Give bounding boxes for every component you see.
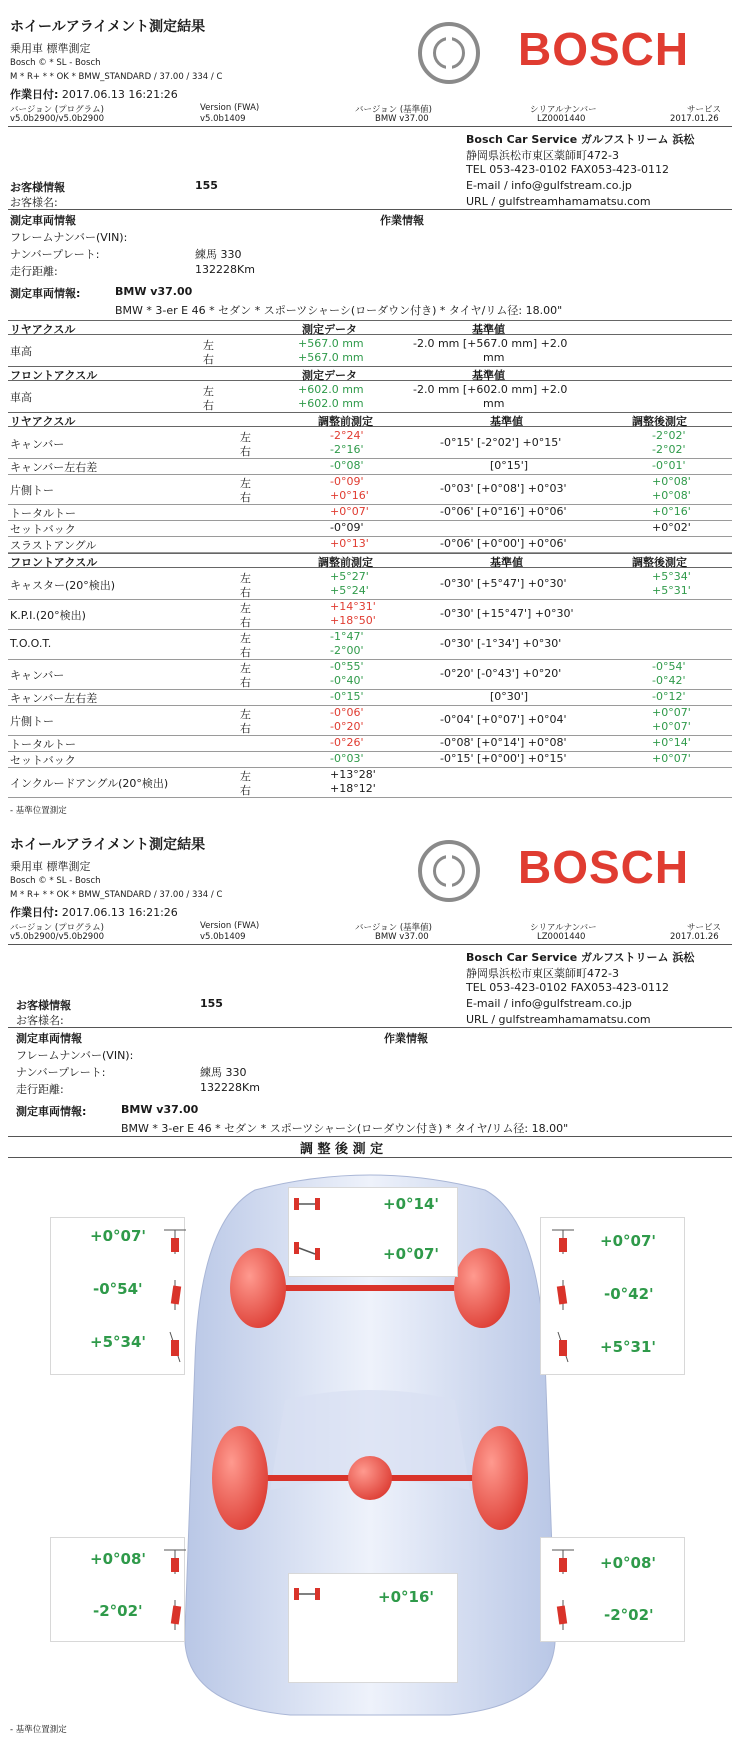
- service-value-2: 2017.01.26: [670, 932, 719, 942]
- measured-vehicle-label: 測定車両情報:: [10, 287, 81, 300]
- side-right-label: 右: [240, 722, 251, 735]
- base-value: -0°20' [-0°43'] +0°20': [440, 667, 562, 680]
- before-value: +5°27': [330, 570, 369, 583]
- after-value: +0°08': [652, 475, 691, 488]
- base-value: -0°30' [+5°47'] +0°30': [440, 577, 567, 590]
- row-label: キャスター(20°検出): [10, 579, 116, 592]
- rear-left-toe-value: +0°08': [90, 1550, 146, 1568]
- after-header: 調整後測定: [632, 415, 687, 428]
- shop-url-2: URL / gulfstreamhamamatsu.com: [466, 1013, 651, 1026]
- base-value: -0°30' [-1°34'] +0°30': [440, 637, 562, 650]
- side-left-label: 左: [240, 632, 251, 645]
- mileage-label-2: 走行距離:: [16, 1083, 64, 1096]
- work-info-label: 作業情報: [380, 214, 424, 227]
- base-value: -0°06' [+0°16'] +0°06': [440, 505, 567, 518]
- before-value: -0°09': [330, 475, 364, 488]
- front-left-toe-value: +0°07': [90, 1227, 146, 1245]
- before-value: -2°00': [330, 644, 364, 657]
- base-value: -0°15' [-2°02'] +0°15': [440, 436, 562, 449]
- before-value: +13°28': [330, 768, 376, 781]
- code-label-2: M * R+ * * OK * BMW_STANDARD / 37.00 / 334 / C: [10, 890, 223, 900]
- rear-height-label: 車高: [10, 345, 32, 358]
- row-divider: [8, 504, 732, 505]
- after-value: +5°31': [652, 584, 691, 597]
- side-left-label: 左: [240, 431, 251, 444]
- version-fwa-label: Version (FWA): [200, 103, 260, 113]
- bosch-logo-icon: [418, 840, 480, 902]
- side-right-label: 右: [240, 784, 251, 797]
- front-setback-value: +0°07': [383, 1245, 439, 1263]
- before-value: -0°09': [330, 521, 364, 534]
- version-program-value: v5.0b2900/v5.0b2900: [10, 114, 105, 124]
- date-label-2: 作業日付:: [10, 906, 59, 919]
- front-height-left: +602.0 mm: [298, 383, 364, 396]
- before-value: +14°31': [330, 600, 376, 613]
- row-label: キャンバー左右差: [10, 461, 98, 474]
- system-label-2: Bosch © * SL - Bosch: [10, 876, 101, 886]
- before-value: +5°24': [330, 584, 369, 597]
- measured-data-label: 測定データ: [302, 323, 357, 336]
- after-value: +0°07': [652, 706, 691, 719]
- before-value: -0°20': [330, 720, 364, 733]
- row-divider: [8, 705, 732, 706]
- version-base-value: BMW v37.00: [375, 114, 429, 124]
- row-label: スラストアングル: [10, 539, 97, 552]
- footnote: - 基準位置測定: [10, 806, 67, 816]
- front-axle-label: フロントアクスル: [10, 369, 98, 382]
- customer-info-label-2: お客様情報: [16, 999, 71, 1012]
- customer-info-value-2: 155: [200, 997, 223, 1010]
- work-info-label-2: 作業情報: [384, 1032, 428, 1045]
- after-value: -0°42': [652, 674, 686, 687]
- customer-info-value: 155: [195, 179, 218, 192]
- row-divider: [8, 751, 732, 752]
- base-value: -0°04' [+0°07'] +0°04': [440, 713, 567, 726]
- row-divider: [8, 659, 732, 660]
- base-value: -0°06' [+0°00'] +0°06': [440, 537, 567, 550]
- vin-label-2: フレームナンバー(VIN):: [16, 1049, 134, 1062]
- before-value: +0°13': [330, 537, 369, 550]
- row-label: T.O.O.T.: [10, 637, 52, 650]
- base-value-label-2: 基準値: [472, 369, 505, 382]
- side-right-label: 右: [240, 491, 251, 504]
- shop-tel-2: TEL 053-423-0102 FAX053-423-0112: [466, 981, 670, 994]
- front-right-caster-value: +5°31': [600, 1338, 656, 1356]
- shop-address: 静岡県浜松市東区薬師町472-3: [466, 149, 619, 162]
- after-value: +0°14': [652, 736, 691, 749]
- row-divider: [8, 536, 732, 537]
- side-right-label: 右: [203, 353, 214, 366]
- version-program-label: バージョン (プログラム): [10, 105, 104, 115]
- brand-logo: BOSCH: [518, 23, 690, 75]
- row-label: セットバック: [10, 523, 76, 536]
- side-right-label: 右: [240, 616, 251, 629]
- side-left-label: 左: [240, 572, 251, 585]
- base-value: -0°30' [+15°47'] +0°30': [440, 607, 574, 620]
- camber-icon: [548, 1596, 578, 1634]
- after-value: +0°08': [652, 489, 691, 502]
- customer-name-label-2: お客様名:: [16, 1014, 64, 1027]
- side-right-label: 右: [240, 445, 251, 458]
- vehicle-info-label: 測定車両情報: [10, 214, 76, 227]
- plate-label-2: ナンバープレート:: [16, 1066, 106, 1079]
- rear-height-header: [8, 320, 732, 335]
- base-value: -0°08' [+0°14'] +0°08': [440, 736, 567, 749]
- shop-email-2: E-mail / info@gulfstream.co.jp: [466, 997, 632, 1010]
- version-base-label: バージョン (基準値): [355, 105, 432, 115]
- front-height-unit: mm: [483, 397, 505, 410]
- toe-icon: [160, 1544, 190, 1582]
- before-value: -0°03': [330, 752, 364, 765]
- front-height-base: -2.0 mm [+602.0 mm] +2.0: [413, 383, 568, 396]
- after-value: -0°12': [652, 690, 686, 703]
- measured-vehicle-value: BMW v37.00: [115, 285, 193, 298]
- after-value: -2°02': [652, 429, 686, 442]
- toe-icon: [548, 1544, 578, 1582]
- base-value-label: 基準値: [472, 323, 505, 336]
- mileage-value-2: 132228Km: [200, 1081, 260, 1094]
- front-height-label: 車高: [10, 391, 32, 404]
- version-fwa-label-2: Version (FWA): [200, 921, 260, 931]
- before-value: -0°15': [330, 690, 364, 703]
- front-right-toe-value: +0°07': [600, 1232, 656, 1250]
- service-label: サービス: [687, 105, 722, 115]
- before-value: -0°55': [330, 660, 364, 673]
- base-header: 基準値: [490, 556, 523, 569]
- side-left-label: 左: [203, 385, 214, 398]
- row-label: 片側トー: [10, 715, 54, 728]
- serial-label-2: シリアルナンバー: [530, 923, 597, 933]
- shop-url: URL / gulfstreamhamamatsu.com: [466, 195, 651, 208]
- row-label: K.P.I.(20°検出): [10, 609, 86, 622]
- rear-total-toe-icon: [292, 1582, 322, 1620]
- vehicle-description-2: BMW * 3-er E 46 * セダン * スポーツシャーシ(ローダウン付き) * タイヤ/リム径: 18.00": [121, 1122, 569, 1135]
- before-header: 調整前測定: [318, 556, 373, 569]
- after-value: -2°02': [652, 443, 686, 456]
- side-left-label: 左: [203, 339, 214, 352]
- vin-label: フレームナンバー(VIN):: [10, 231, 128, 244]
- shop-email: E-mail / info@gulfstream.co.jp: [466, 179, 632, 192]
- report-title: ホイールアライメント測定結果: [10, 19, 206, 35]
- rear-right-toe-value: +0°08': [600, 1554, 656, 1572]
- front-total-toe-value: +0°14': [383, 1195, 439, 1213]
- front-height-right: +602.0 mm: [298, 397, 364, 410]
- setback-icon: [292, 1238, 322, 1276]
- customer-info-label: お客様情報: [10, 181, 65, 194]
- side-left-label: 左: [240, 477, 251, 490]
- row-label: キャンバー: [10, 438, 65, 451]
- side-right-label: 右: [203, 399, 214, 412]
- side-right-label: 右: [240, 586, 251, 599]
- base-value: [0°30']: [490, 690, 529, 703]
- before-value: -1°47': [330, 630, 364, 643]
- rear-height-base: -2.0 mm [+567.0 mm] +2.0: [413, 337, 568, 350]
- version-base-label-2: バージョン (基準値): [355, 923, 432, 933]
- row-label: セットバック: [10, 754, 76, 767]
- after-value: +0°16': [652, 505, 691, 518]
- plate-value-2: 練馬 330: [200, 1066, 247, 1079]
- row-label: キャンバー左右差: [10, 692, 98, 705]
- front-height-header: [8, 366, 732, 381]
- before-value: +18°50': [330, 614, 376, 627]
- side-right-label: 右: [240, 676, 251, 689]
- camber-icon: [160, 1276, 190, 1314]
- measured-vehicle-value-2: BMW v37.00: [121, 1103, 199, 1116]
- date-value-2: 2017.06.13 16:21:26: [61, 906, 178, 919]
- camber-icon: [548, 1276, 578, 1314]
- footnote-2: - 基準位置測定: [10, 1725, 67, 1735]
- rear-left-camber-value: -2°02': [93, 1602, 143, 1620]
- vehicle-type-2: 乗用車 標準測定: [10, 860, 91, 873]
- front-right-camber-value: -0°42': [604, 1285, 654, 1303]
- row-label: キャンバー: [10, 669, 65, 682]
- rear-height-unit: mm: [483, 351, 505, 364]
- report-page-2: [0, 830, 740, 1737]
- after-value: -0°01': [652, 459, 686, 472]
- vehicle-description: BMW * 3-er E 46 * セダン * スポーツシャーシ(ローダウン付き) * タイヤ/リム径: 18.00": [115, 304, 563, 317]
- front-left-camber-value: -0°54': [93, 1280, 143, 1298]
- version-fwa-value-2: v5.0b1409: [200, 932, 246, 942]
- rear-axle-label: リヤアクスル: [10, 323, 76, 336]
- row-label: インクルードアングル(20°検出): [10, 777, 169, 790]
- customer-name-label: お客様名:: [10, 196, 58, 209]
- before-value: -0°40': [330, 674, 364, 687]
- after-value: +0°07': [652, 752, 691, 765]
- shop-address-2: 静岡県浜松市東区薬師町472-3: [466, 967, 619, 980]
- after-value: +5°34': [652, 570, 691, 583]
- mileage-label: 走行距離:: [10, 265, 58, 278]
- version-base-value-2: BMW v37.00: [375, 932, 429, 942]
- side-left-label: 左: [240, 770, 251, 783]
- rear-right-camber-value: -2°02': [604, 1606, 654, 1624]
- rear-total-toe-value: +0°16': [378, 1588, 434, 1606]
- toe-icon: [548, 1224, 578, 1262]
- side-right-label: 右: [240, 646, 251, 659]
- base-value: -0°15' [+0°00'] +0°15': [440, 752, 567, 765]
- report-title-2: ホイールアライメント測定結果: [10, 837, 206, 853]
- system-label: Bosch © * SL - Bosch: [10, 58, 101, 68]
- caster-icon: [548, 1328, 578, 1366]
- version-fwa-value: v5.0b1409: [200, 114, 246, 124]
- base-value: [0°15']: [490, 459, 529, 472]
- report-page-1: [0, 0, 740, 818]
- vehicle-info-label-2: 測定車両情報: [16, 1032, 82, 1045]
- row-divider: [8, 689, 732, 690]
- after-value: +0°02': [652, 521, 691, 534]
- after-header: 調整後測定: [632, 556, 687, 569]
- front-left-caster-value: +5°34': [90, 1333, 146, 1351]
- before-value: -0°08': [330, 459, 364, 472]
- row-divider: [8, 629, 732, 630]
- bosch-logo-icon: [418, 22, 480, 84]
- base-value: -0°03' [+0°08'] +0°03': [440, 482, 567, 495]
- side-left-label: 左: [240, 602, 251, 615]
- shop-name: Bosch Car Service ガルフストリーム 浜松: [466, 133, 695, 146]
- before-value: -0°06': [330, 706, 364, 719]
- rear-height-right: +567.0 mm: [298, 351, 364, 364]
- row-label: トータルトー: [10, 738, 76, 751]
- brand-logo-2: BOSCH: [518, 841, 690, 893]
- version-program-value-2: v5.0b2900/v5.0b2900: [10, 932, 105, 942]
- rear-height-left: +567.0 mm: [298, 337, 364, 350]
- caster-icon: [160, 1328, 190, 1366]
- vehicle-type: 乗用車 標準測定: [10, 42, 91, 55]
- row-label: 片側トー: [10, 484, 54, 497]
- before-value: -2°24': [330, 429, 364, 442]
- measured-vehicle-label-2: 測定車両情報:: [16, 1105, 87, 1118]
- base-header: 基準値: [490, 415, 523, 428]
- camber-icon: [160, 1596, 190, 1634]
- mileage-value: 132228Km: [195, 263, 255, 276]
- serial-value-2: LZ0001440: [537, 932, 586, 942]
- toe-icon: [160, 1224, 190, 1262]
- after-adjustment-title: 調 整 後 測 定: [300, 1142, 384, 1157]
- after-value: -0°54': [652, 660, 686, 673]
- row-divider: [8, 474, 732, 475]
- serial-label: シリアルナンバー: [530, 105, 597, 115]
- plate-label: ナンバープレート:: [10, 248, 100, 261]
- date-label: 作業日付:: [10, 88, 59, 101]
- shop-tel: TEL 053-423-0102 FAX053-423-0112: [466, 163, 670, 176]
- side-left-label: 左: [240, 708, 251, 721]
- total-toe-icon: [292, 1192, 322, 1230]
- row-divider: [8, 797, 732, 798]
- before-value: -0°26': [330, 736, 364, 749]
- plate-value: 練馬 330: [195, 248, 242, 261]
- front-section-label: フロントアクスル: [10, 556, 98, 569]
- date-value: 2017.06.13 16:21:26: [61, 88, 178, 101]
- shop-name-2: Bosch Car Service ガルフストリーム 浜松: [466, 951, 695, 964]
- side-left-label: 左: [240, 662, 251, 675]
- measured-data-label-2: 測定データ: [302, 369, 357, 382]
- service-label-2: サービス: [687, 923, 722, 933]
- row-divider: [8, 458, 732, 459]
- before-value: +18°12': [330, 782, 376, 795]
- code-label: M * R+ * * OK * BMW_STANDARD / 37.00 / 334 / C: [10, 72, 223, 82]
- service-value: 2017.01.26: [670, 114, 719, 124]
- serial-value: LZ0001440: [537, 114, 586, 124]
- rear-section-label: リヤアクスル: [10, 415, 76, 428]
- before-value: -2°16': [330, 443, 364, 456]
- row-divider: [8, 520, 732, 521]
- before-value: +0°07': [330, 505, 369, 518]
- row-label: トータルトー: [10, 507, 76, 520]
- row-divider: [8, 735, 732, 736]
- before-header: 調整前測定: [318, 415, 373, 428]
- after-value: +0°07': [652, 720, 691, 733]
- before-value: +0°16': [330, 489, 369, 502]
- version-program-label-2: バージョン (プログラム): [10, 923, 104, 933]
